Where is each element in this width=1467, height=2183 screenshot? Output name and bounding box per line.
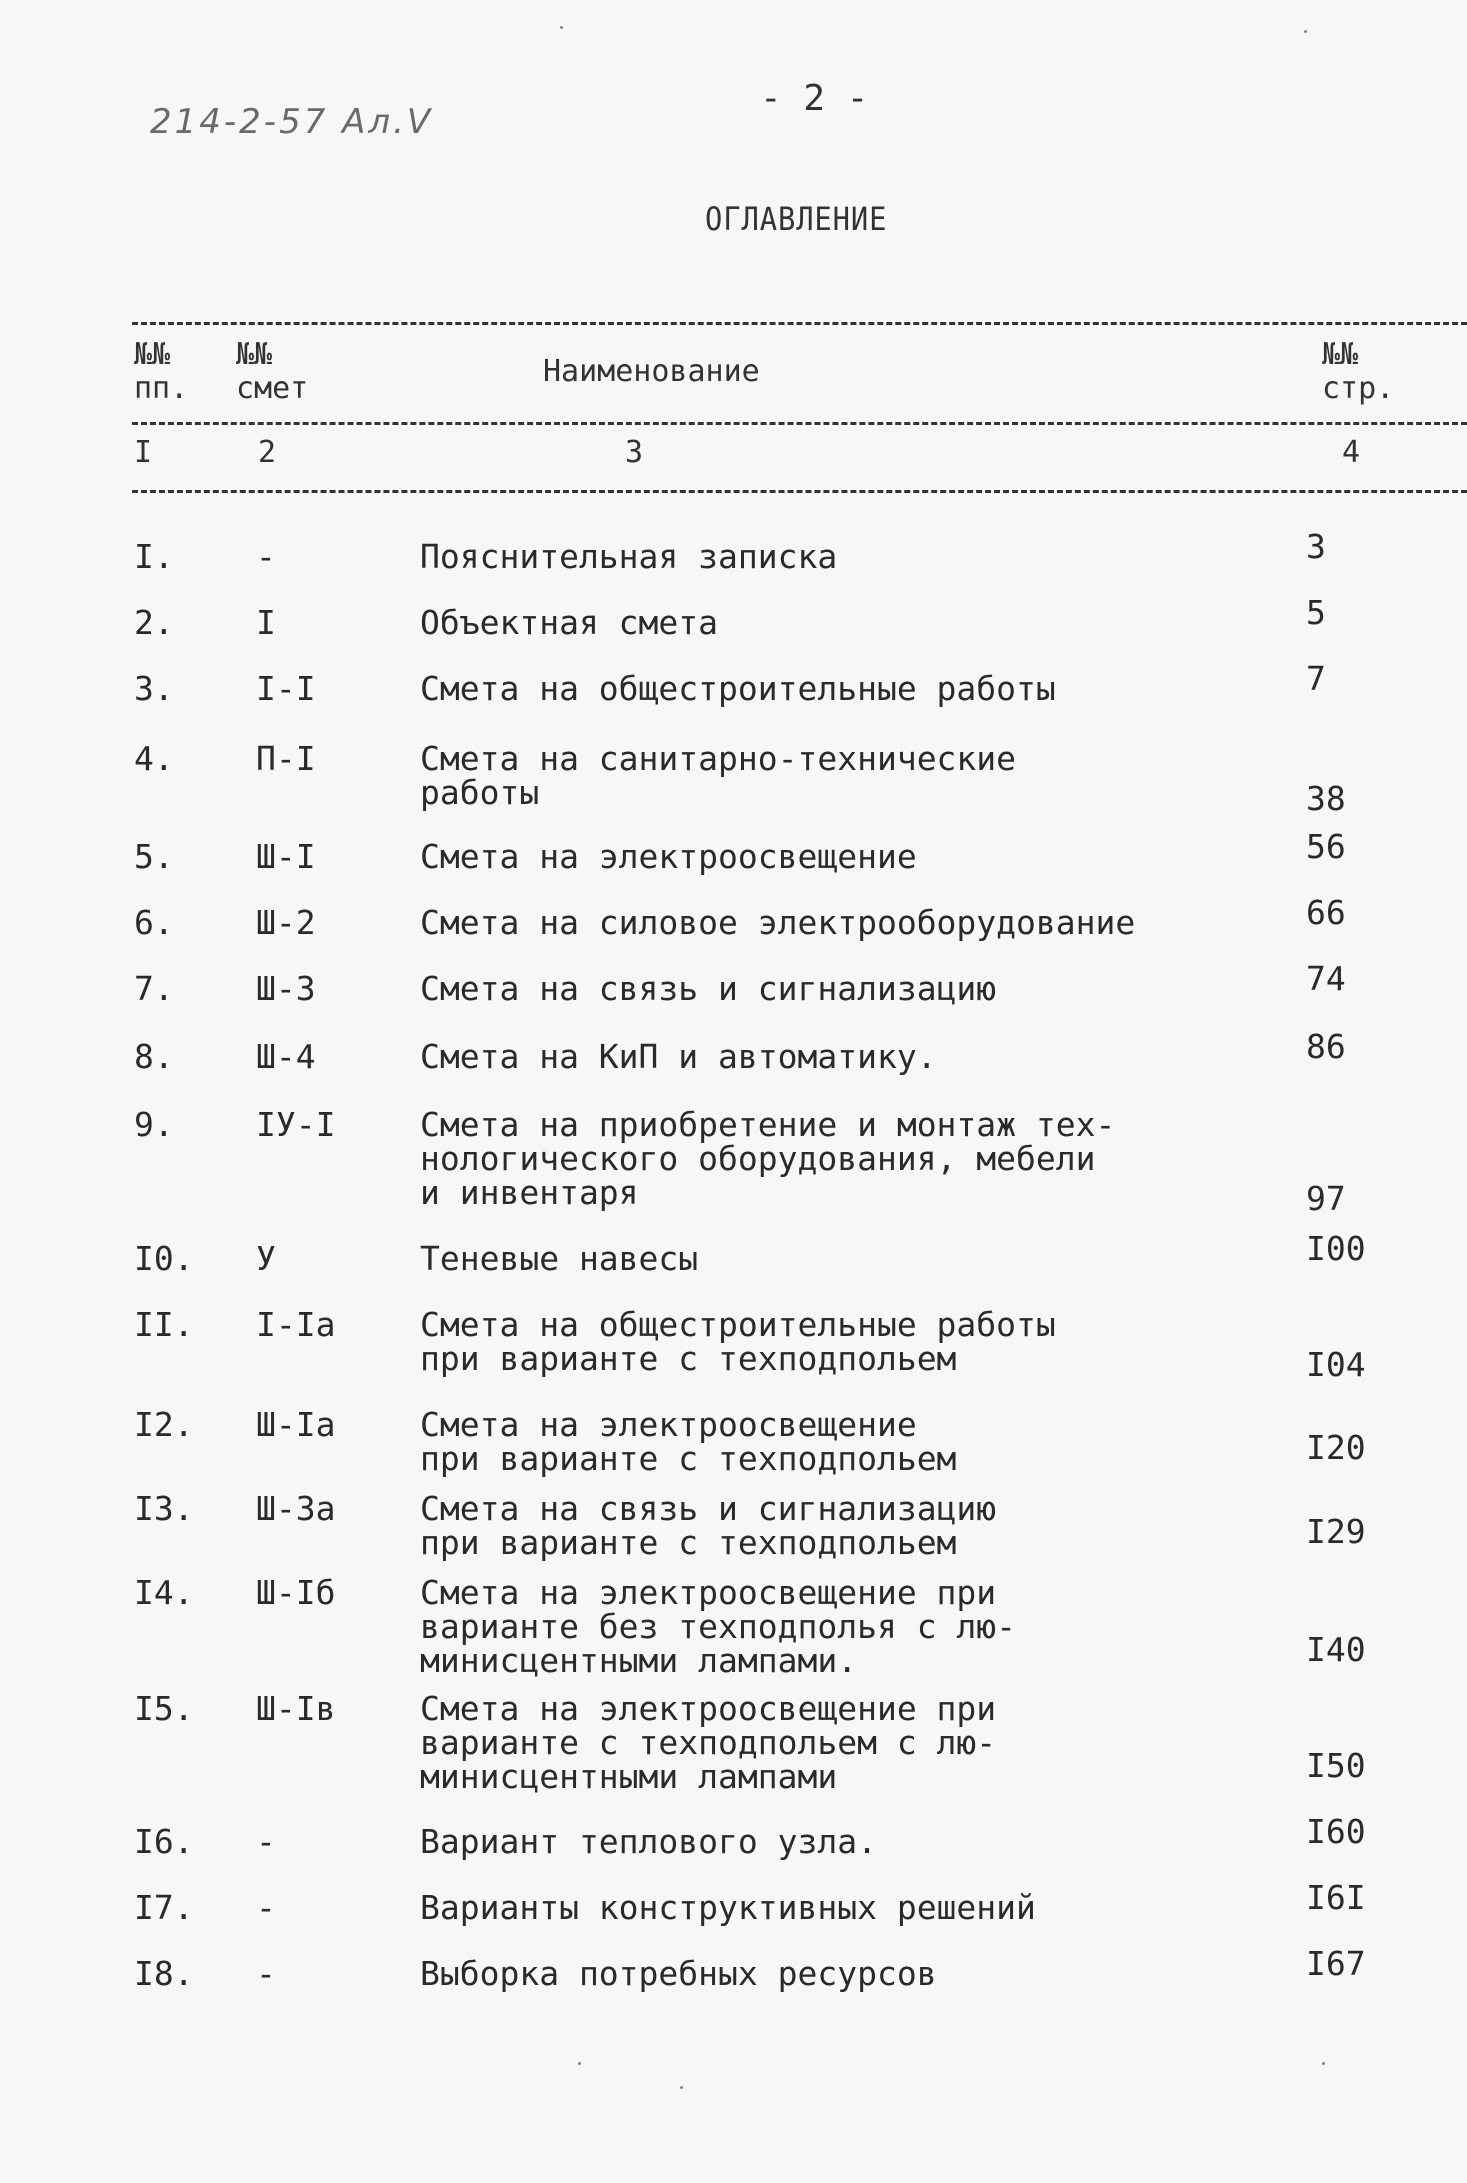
row-name: Смета на общестроительные работы [420,669,1056,708]
header-col-smeta: №№ смет [236,337,309,406]
row-name: Вариант теплового узла. [420,1822,877,1861]
row-smeta-code: Ш-2 [256,903,316,942]
row-number: 3. [134,669,174,708]
row-page-number: 66 [1306,893,1346,932]
row-number: I8. [134,1954,194,1993]
row-smeta-code: Ш-Iа [256,1405,336,1444]
row-number: II. [134,1305,194,1344]
page-title: ОГЛАВЛЕНИЕ [705,200,888,238]
row-smeta-code: Ш-4 [256,1037,316,1076]
row-smeta-code: - [256,1954,276,1993]
row-page-number: 38 [1306,779,1346,818]
column-number-3: 3 [625,435,644,470]
header-col-name: Наименование [543,354,760,389]
row-smeta-code: Ш-Iв [256,1689,336,1728]
row-smeta-code: Ш-I [256,837,316,876]
row-page-number: 7 [1306,659,1326,698]
row-number: 5. [134,837,174,876]
row-name: Смета на электроосвещение при варианте с техподпольем с лю- минисцентными лампами [420,1689,997,1796]
row-page-number: 5 [1306,593,1326,632]
row-smeta-code: П-I [256,739,316,778]
row-smeta-code: IУ-I [256,1105,336,1144]
row-name: Смета на электроосвещение при варианте с техподпольем [420,1405,957,1478]
row-name: Смета на электроосвещение [420,837,917,876]
row-smeta-code: - [256,1822,276,1861]
row-smeta-code: I-Iа [256,1305,336,1344]
row-page-number: 74 [1306,959,1346,998]
row-name: Смета на связь и сигнализацию при варианте с техподпольем [420,1489,997,1562]
row-number: 4. [134,739,174,778]
row-name: Пояснительная записка [420,537,838,576]
row-page-number: 97 [1306,1179,1346,1218]
scan-speck [680,2086,683,2089]
scan-speck [578,2062,581,2065]
row-name: Смета на КиП и автоматику. [420,1037,937,1076]
row-name: Смета на связь и сигнализацию [420,969,997,1008]
scan-speck [560,26,563,29]
header-col-page: №№ стр. [1322,337,1395,406]
row-smeta-code: - [256,1888,276,1927]
header-middle-rule [132,422,1467,425]
row-page-number: 56 [1306,827,1346,866]
row-number: 7. [134,969,174,1008]
header-col-number: №№ пп. [134,337,189,406]
row-number: I2. [134,1405,194,1444]
column-number-2: 2 [258,435,277,470]
row-name: Смета на санитарно-технические работы [420,739,1017,812]
row-name: Варианты конструктивных решений [420,1888,1036,1927]
row-smeta-code: У [256,1239,276,1278]
row-smeta-code: Ш-3 [256,969,316,1008]
scan-speck [1304,30,1307,33]
row-smeta-code: Ш-3а [256,1489,336,1528]
row-name: Смета на силовое электрооборудование [420,903,1136,942]
row-number: I6. [134,1822,194,1861]
row-page-number: I6I [1306,1878,1366,1917]
column-number-4: 4 [1342,435,1361,470]
page-number: - 2 - [760,78,869,119]
row-number: I3. [134,1489,194,1528]
row-number: 2. [134,603,174,642]
row-page-number: I29 [1306,1512,1366,1551]
row-name: Объектная смета [420,603,719,642]
row-smeta-code: I-I [256,669,316,708]
row-name: Выборка потребных ресурсов [420,1954,937,1993]
scan-speck [1322,2062,1325,2065]
row-smeta-code: - [256,537,276,576]
row-number: 6. [134,903,174,942]
row-number: 9. [134,1105,174,1144]
header-bottom-rule [132,490,1467,493]
row-name: Смета на приобретение и монтаж тех- нологического оборудования, мебели и инвентаря [420,1105,1116,1212]
row-number: I5. [134,1689,194,1728]
row-name: Смета на электроосвещение при варианте без техподполья с лю- минисцентными лампами. [420,1573,1017,1680]
row-number: I. [134,537,174,576]
header-top-rule [132,322,1467,325]
row-page-number: I20 [1306,1428,1366,1467]
row-number: I4. [134,1573,194,1612]
row-number: I7. [134,1888,194,1927]
column-number-1: I [134,435,153,470]
row-smeta-code: I [256,603,276,642]
row-number: 8. [134,1037,174,1076]
row-page-number: 86 [1306,1027,1346,1066]
row-page-number: I60 [1306,1812,1366,1851]
row-smeta-code: Ш-Iб [256,1573,336,1612]
row-page-number: I00 [1306,1229,1366,1268]
handwritten-reference: 214-2-57 Ал.V [150,102,434,142]
row-page-number: I04 [1306,1345,1366,1384]
row-page-number: I50 [1306,1746,1366,1785]
row-number: I0. [134,1239,194,1278]
row-name: Смета на общестроительные работы при варианте с техподпольем [420,1305,1056,1378]
row-page-number: I40 [1306,1630,1366,1669]
row-page-number: I67 [1306,1944,1366,1983]
row-page-number: 3 [1306,527,1326,566]
row-name: Теневые навесы [420,1239,699,1278]
